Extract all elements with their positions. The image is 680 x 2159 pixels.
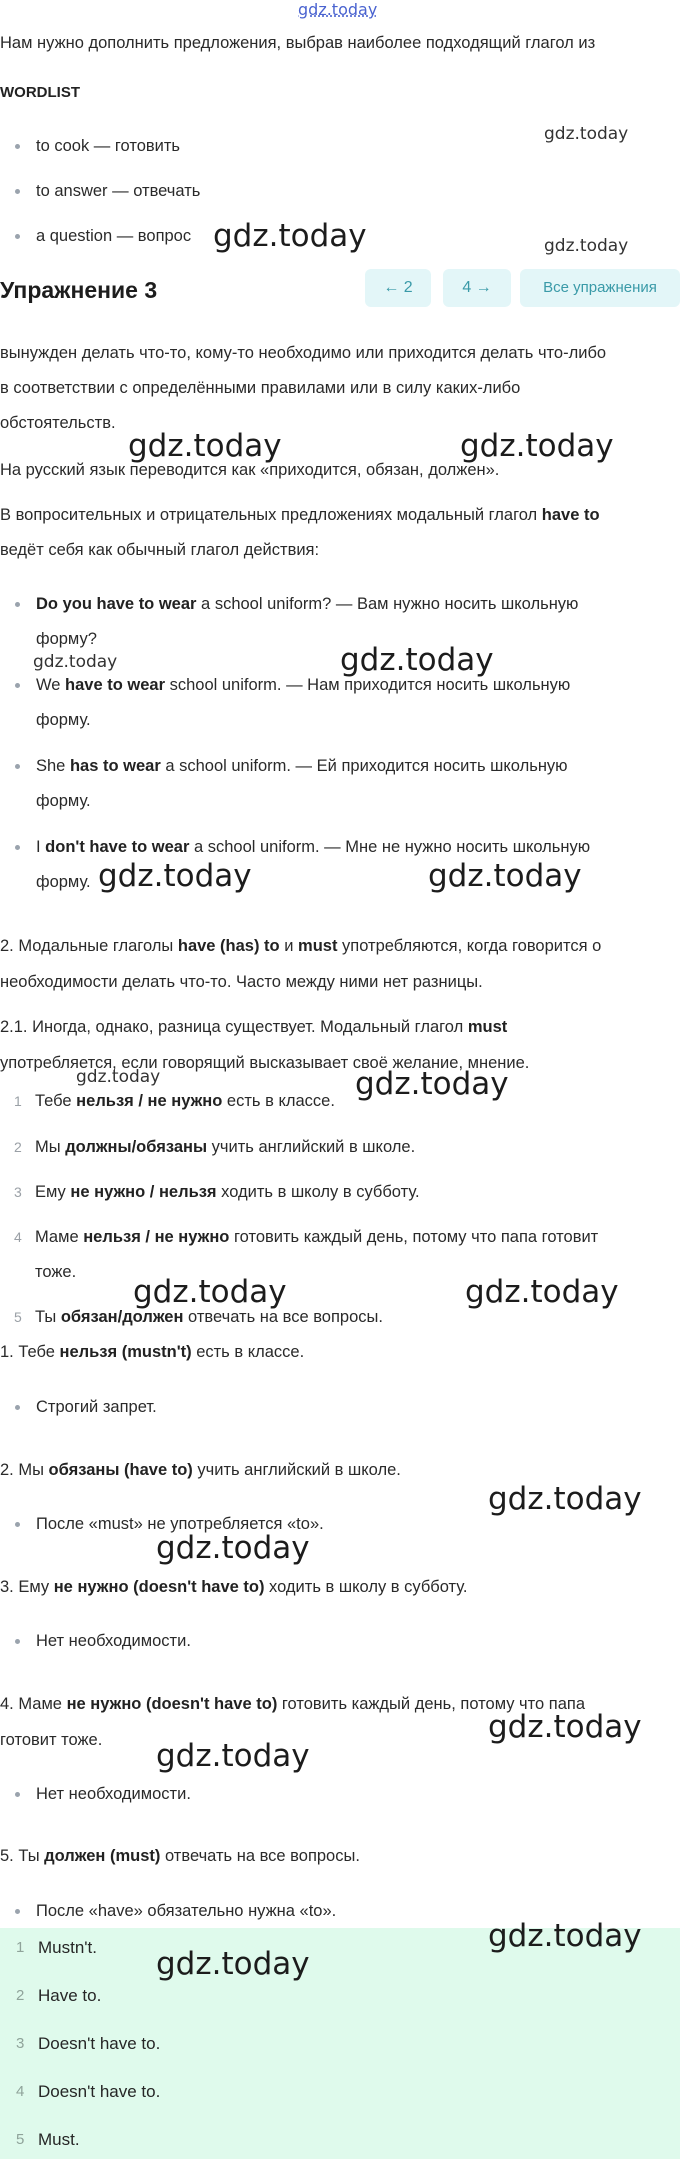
watermark: gdz.today: [544, 236, 629, 256]
exercise-title: Упражнение 3: [0, 277, 158, 303]
solution-item: 1. Тебе нельзя (mustn't) есть в классе.: [0, 1343, 305, 1361]
solution-item: 2. Мы обязаны (have to) учить английский в школе.: [0, 1461, 401, 1479]
rule-2-text: 2. Модальные глаголы have (has) to и must употребляются, когда говорится о: [0, 937, 602, 955]
wordlist-title: WORDLIST: [0, 84, 80, 101]
watermark: gdz.today: [488, 1709, 642, 1745]
rule-2-1-text: 2.1. Иногда, однако, разница существует. Модальный глагол must: [0, 1018, 508, 1036]
watermark: gdz.today: [156, 1530, 310, 1566]
answer-number: 3: [16, 2035, 25, 2052]
watermark: gdz.today: [544, 124, 629, 144]
solution-item-cont: готовит тоже.: [0, 1731, 103, 1749]
solution-item: 3. Ему не нужно (doesn't have to) ходить в школу в субботу.: [0, 1578, 468, 1596]
task-number: 5: [14, 1309, 22, 1325]
watermark: gdz.today: [76, 1067, 161, 1087]
watermark: gdz.today: [133, 1274, 287, 1310]
task-item: Тебе нельзя / не нужно есть в классе.: [35, 1092, 335, 1110]
task-number: 1: [14, 1093, 22, 1109]
all-exercises-button[interactable]: Все упражнения: [520, 269, 680, 307]
watermark: gdz.today: [128, 428, 282, 464]
question-rule-text: В вопросительных и отрицательных предложениях модальный глагол have to: [0, 506, 600, 524]
answers-box: [0, 1928, 680, 2159]
solution-note: Строгий запрет.: [36, 1398, 157, 1416]
solution-item: 4. Маме не нужно (doesn't have to) готовить каждый день, потому что папа: [0, 1695, 586, 1713]
example-item: She has to wear a school uniform. — Ей приходится носить школьную: [36, 757, 568, 775]
example-item: Do you have to wear a school uniform? — Вам нужно носить школьную: [36, 595, 579, 613]
intro-text: Нам нужно дополнить предложения, выбрав наиболее подходящий глагол из: [0, 34, 596, 52]
rule-2-text: необходимости делать что-то. Часто между ними нет разницы.: [0, 973, 483, 991]
theory-line: вынужден делать что-то, кому-то необходимо или приходится делать что-либо: [0, 344, 607, 362]
solution-note: Нет необходимости.: [36, 1785, 191, 1803]
watermark: gdz.today: [488, 1918, 642, 1954]
solution-item: 5. Ты должен (must) отвечать на все вопросы.: [0, 1847, 360, 1865]
theory-line: в соответствии с определёнными правилами или в силу каких-либо: [0, 379, 521, 397]
answer-text: Mustn't.: [38, 1938, 97, 1957]
answer-text: Doesn't have to.: [38, 2082, 161, 2101]
example-item: We have to wear school uniform. — Нам приходится носить школьную: [36, 676, 571, 694]
task-item: Ты обязан/должен отвечать на все вопросы.: [35, 1308, 383, 1326]
watermark: gdz.today: [355, 1066, 509, 1102]
watermark: gdz.today: [98, 858, 252, 894]
answer-text: Must.: [38, 2130, 80, 2149]
next-exercise-button[interactable]: 4 →: [443, 269, 511, 307]
solution-note: Нет необходимости.: [36, 1632, 191, 1650]
example-cont: форму.: [36, 873, 91, 891]
solution-note: После «must» не употребляется «to».: [36, 1515, 324, 1533]
task-number: 3: [14, 1184, 22, 1200]
watermark: gdz.today: [488, 1481, 642, 1517]
wordlist-item: to answer — отвечать: [36, 182, 201, 200]
watermark: gdz.today: [460, 428, 614, 464]
solution-note: После «have» обязательно нужна «to».: [36, 1902, 337, 1920]
wordlist-item: to cook — готовить: [36, 137, 181, 155]
answer-number: 5: [16, 2131, 25, 2148]
example-cont: форму.: [36, 792, 91, 810]
exercise-header: [0, 263, 680, 315]
watermark: gdz.today: [465, 1274, 619, 1310]
prev-exercise-button[interactable]: ← 2: [365, 269, 431, 307]
example-cont: форму?: [36, 630, 97, 648]
task-item: Маме нельзя / не нужно готовить каждый день, потому что папа готовит: [35, 1228, 599, 1246]
question-rule-text: ведёт себя как обычный глагол действия:: [0, 541, 320, 559]
task-number: 4: [14, 1229, 22, 1245]
task-item: Мы должны/обязаны учить английский в школе.: [35, 1138, 416, 1156]
answer-number: 2: [16, 1987, 25, 2004]
example-cont: форму.: [36, 711, 91, 729]
answer-text: Doesn't have to.: [38, 2034, 161, 2053]
example-item: I don't have to wear a school uniform. — Мне не нужно носить школьную: [36, 838, 591, 856]
task-item-cont: тоже.: [35, 1263, 77, 1281]
answer-number: 1: [16, 1939, 25, 1956]
watermark: gdz.today: [33, 652, 118, 672]
watermark: gdz.today: [213, 218, 367, 254]
wordlist-item: a question — вопрос: [36, 227, 192, 245]
rule-2-1-text: употребляется, если говорящий высказывает своё желание, мнение.: [0, 1054, 530, 1072]
answer-text: Have to.: [38, 1986, 102, 2005]
task-number: 2: [14, 1139, 22, 1155]
translation-text: На русский язык переводится как «приходится, обязан, должен».: [0, 461, 500, 479]
answer-number: 4: [16, 2083, 25, 2100]
watermark: gdz.today: [156, 1946, 310, 1982]
watermark: gdz.today: [156, 1738, 310, 1774]
watermark: gdz.today: [340, 642, 494, 678]
watermark-top-link[interactable]: gdz.today: [298, 0, 378, 19]
task-item: Ему не нужно / нельзя ходить в школу в субботу.: [35, 1183, 420, 1201]
watermark: gdz.today: [428, 858, 582, 894]
theory-line: обстоятельств.: [0, 414, 116, 432]
